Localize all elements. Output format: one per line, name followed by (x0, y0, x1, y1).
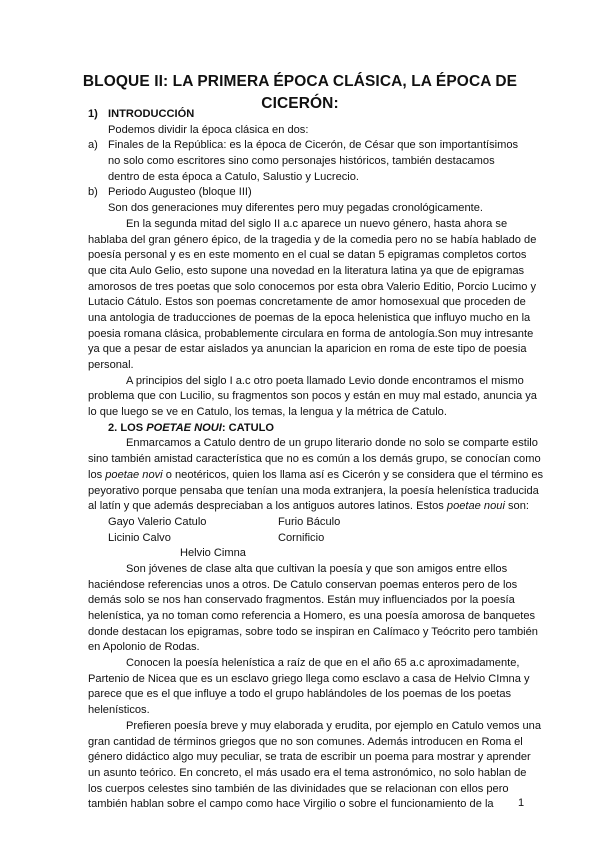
poet-name: Furio Báculo (278, 515, 341, 528)
title-line-1: BLOQUE II: LA PRIMERA ÉPOCA CLÁSICA, LA ÉPOCA DE (82, 73, 518, 90)
paragraph-line: género didáctico algo muy peculiar, se trata de escribir un poema para mostrar y aprender (88, 751, 531, 764)
paragraph-line: En la segunda mitad del siglo II a.c aparece un nuevo género, hasta ahora se (126, 217, 508, 230)
italic-term: poetae noui (446, 500, 505, 513)
text-run: al latín y que además despreciaban a los antiguos autores latinos. Estos (88, 500, 447, 513)
section-suffix: : CATULO (221, 421, 275, 434)
list-label: b) (88, 186, 98, 199)
section-prefix: 2. LOS (108, 421, 147, 434)
paragraph-line: donde destacan los epigramas, sobre todo se inspiran en Calímaco y Teócrito pero también (88, 625, 538, 638)
paragraph-line: Prefieren poesía breve y muy elaborada y erudita, por ejemplo en Catulo vemos una (126, 719, 542, 732)
paragraph-line: demás solo se nos han conservado fragmentos. Están muy influenciados por la poesía (88, 594, 515, 607)
section-italic: POETAE NOUI (146, 421, 222, 434)
paragraph-line: Lutacio Cátulo. Estos son poemas concretamente de amor homosexual que proceden de (88, 296, 526, 309)
poet-name: Licinio Calvo (108, 531, 171, 544)
document-body (88, 107, 544, 813)
poets-names-row (88, 531, 518, 547)
poets-names-row (88, 515, 518, 531)
italic-term: poetae novi (105, 468, 163, 481)
paragraph-line: helenísticos. (88, 704, 150, 717)
list-item-b (88, 185, 518, 201)
page-number: 1 (518, 797, 525, 809)
paragraph-line: Partenio de Nicea que es un esclavo griego llega como esclavo a casa de Helvio CImna y (88, 672, 530, 685)
text-run: los (88, 468, 106, 481)
paragraph-line: lo que luego se ve en Catulo, los temas, la lengua y la métrica de Catulo. (88, 406, 447, 419)
section-heading-poetae-noui (88, 421, 518, 437)
paragraph-line: también hablan sobre el campo como hace Virgilio o sobre el funcionamiento de la (88, 798, 494, 811)
list-text: Periodo Augusteo (bloque III) (108, 186, 252, 199)
paragraph-line: poesia romana clásica, probablemente circulara en forma de antología.Son muy intresante (88, 327, 534, 340)
paragraph-line: amorosos de tres poetas que solo conocemos por esta obra Valerio Editio, Porcio Lucimo y (88, 280, 537, 293)
paragraph-line: en Apolonio de Rodas. (88, 641, 200, 654)
title-line-2: CICERÓN: (261, 95, 339, 112)
list-text: Finales de la República: es la época de Cicerón, de César que son importantísimos (108, 139, 519, 152)
section-title: INTRODUCCIÓN (108, 108, 195, 120)
section-number: 1) (88, 108, 98, 120)
paragraph-line: los cuerpos celestes sino también de las divinidades que se relacionan con ellos pero (88, 782, 509, 795)
poet-name: Cornificio (278, 531, 325, 544)
poet-name: Helvio Cimna (180, 547, 246, 560)
paragraph-line: ya que a pesar de estar aislados ya anuncian la aparicion en roma de este tipo de poesia (88, 343, 527, 356)
list-item-a-cont: no solo como escritores sino como personajes históricos, también destacamos (108, 155, 495, 168)
text-run: o neotéricos, quien los llama así es Cicerón y se considera que el término es (162, 468, 544, 481)
paragraph-line: peyorativo porque pensaba que tenían una moda extranjera, la poesía helenística traducida (88, 484, 539, 497)
paragraph-line: una antologia de traducciones de poemas de la epoca helenistica que influyo mucho en la (88, 311, 531, 324)
paragraph-line: Son jóvenes de clase alta que cultivan la poesía y que son amigos entre ellos (126, 562, 508, 575)
paragraph-line (88, 499, 529, 515)
text-run: son: (504, 500, 529, 513)
paragraph-line: Enmarcamos a Catulo dentro de un grupo literario donde no solo se comparte estilo (126, 437, 538, 450)
paragraph-line: sino también amistad característica que no es común a los demás grupo, se conocían como (88, 453, 541, 466)
paragraph-line: un asunto teórico. En concreto, el más usado era el tema astronómico, no solo hablan de (88, 766, 527, 779)
paragraph-line: parece que es el que influye a todo el grupo hablándoles de los poemas de los poetas (88, 688, 512, 701)
paragraph-line (88, 468, 544, 484)
paragraph-line: que cita Aulo Gelio, esto supone una novedad en la literatura latina ya que de epigramas (88, 264, 525, 277)
intro-line: Podemos dividir la época clásica en dos: (108, 123, 309, 136)
list-label: a) (88, 139, 98, 152)
list-item-a (88, 138, 518, 154)
paragraph-line: hablaba del gran género épico, de la tragedia y de la comedia pero no se había hablado de (88, 233, 537, 246)
section-heading-introduccion (88, 107, 518, 123)
paragraph-line: helenística, ya no toman como referencia a Homero, es una poesía amorosa de banquetes (88, 610, 536, 622)
paragraph-line: problema que con Lucilio, su fragmentos son pocos y están en muy mal estado, anuncia ya (88, 390, 537, 403)
paragraph-line: Son dos generaciones muy diferentes pero muy pegadas cronológicamente. (108, 202, 483, 215)
paragraph-line: personal. (88, 359, 134, 371)
paragraph-line: Conocen la poesía helenística a raíz de que en el año 65 a.c aproximadamente, (126, 657, 520, 670)
poets-names-row (88, 546, 518, 562)
list-item-a-cont: dentro de esta época a Catulo, Salustio y Lucrecio. (108, 170, 359, 183)
paragraph-line: A principios del siglo I a.c otro poeta llamado Levio donde encontramos el mismo (126, 374, 524, 387)
paragraph-line: poesía personal y es en este momento en el cual se datan 5 epigramas completos cortos (88, 249, 527, 262)
poet-name: Gayo Valerio Catulo (108, 515, 207, 528)
paragraph-line: gran cantidad de términos griegos que no son comunes. Además introducen en Roma el (88, 735, 523, 748)
paragraph-line: haciéndose referencias unos a otros. De Catulo conservan poemas enteros pero de los (88, 578, 518, 591)
